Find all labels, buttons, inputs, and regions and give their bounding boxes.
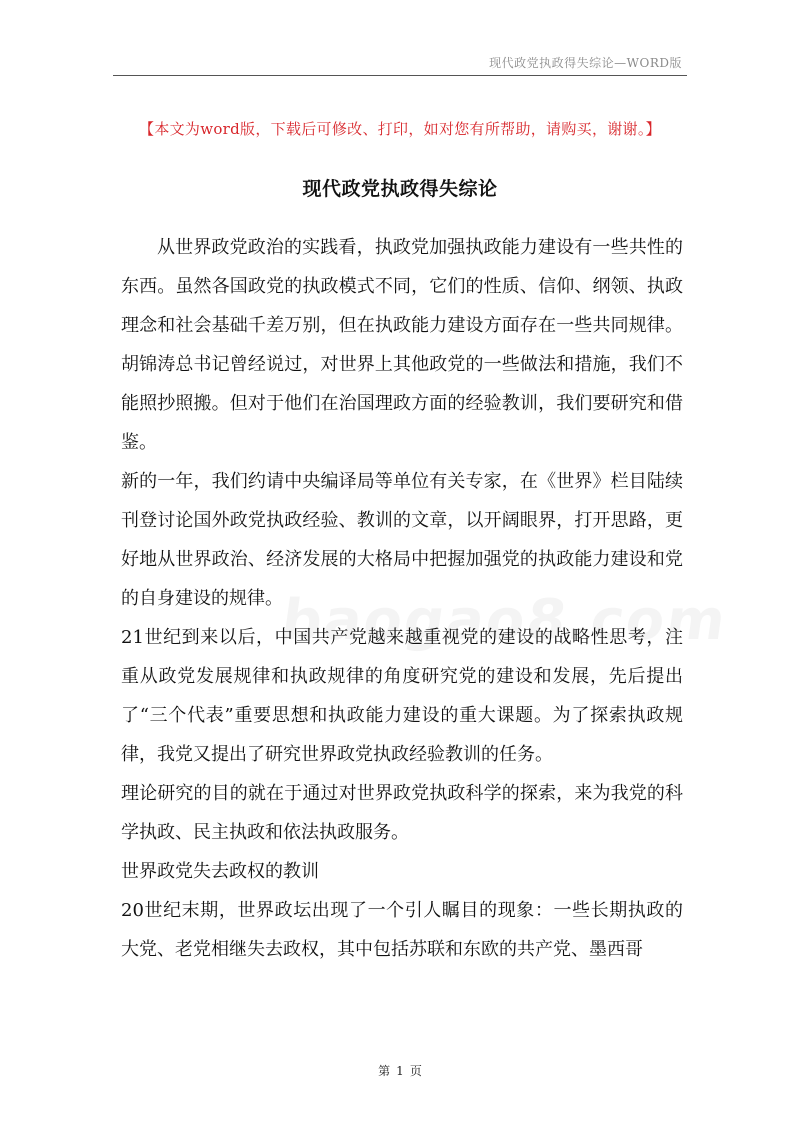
running-header: 现代政党执政得失综论—WORD版 — [489, 56, 682, 70]
paragraph: 21世纪到来以后，中国共产党越来越重视党的建设的战略性思考，注重从政党发展规律和执政规律的角度研究党的建设和发展，先后提出了“三个代表”重要思想和执政能力建设的重大课题。为了探索执政规律，我党又提出了研究世界政党执政经验教训的任务。 — [121, 627, 683, 765]
download-notice: 【本文为word版，下载后可修改、打印，如对您有所帮助，请购买，谢谢。】 — [139, 120, 661, 138]
paragraph: 理论研究的目的就在于通过对世界政党执政科学的探索，来为我党的科学执政、民主执政和依法执政服务。 — [121, 783, 683, 843]
footer-suffix: 页 — [409, 1064, 422, 1078]
section-heading: 世界政党失去政权的教训 — [121, 861, 319, 882]
document-body — [121, 228, 683, 969]
header-divider — [113, 75, 687, 76]
footer-prefix: 第 — [378, 1064, 391, 1078]
paragraph: 20世纪末期，世界政坛出现了一个引人瞩目的现象：一些长期执政的大党、老党相继失去政权，其中包括苏联和东欧的共产党、墨西哥 — [121, 900, 683, 960]
paragraph: 从世界政党政治的实践看，执政党加强执政能力建设有一些共性的东西。虽然各国政党的执政模式不同，它们的性质、信仰、纲领、执政理念和社会基础千差万别，但在执政能力建设方面存在一些共同规律。胡锦涛总书记曾经说过，对世界上其他政党的一些做法和措施，我们不能照抄照搬。但对于他们在治国理政方面的经验教训，我们要研究和借鉴。 — [121, 237, 683, 453]
page-number: 1 — [396, 1064, 404, 1078]
document-title: 现代政党执政得失综论 — [302, 178, 498, 200]
paragraph: 新的一年，我们约请中央编译局等单位有关专家，在《世界》栏目陆续刊登讨论国外政党执政经验、教训的文章，以开阔眼界，打开思路，更好地从世界政治、经济发展的大格局中把握加强党的执政能力建设和党的自身建设的规律。 — [121, 471, 683, 609]
page-footer — [0, 1062, 800, 1079]
